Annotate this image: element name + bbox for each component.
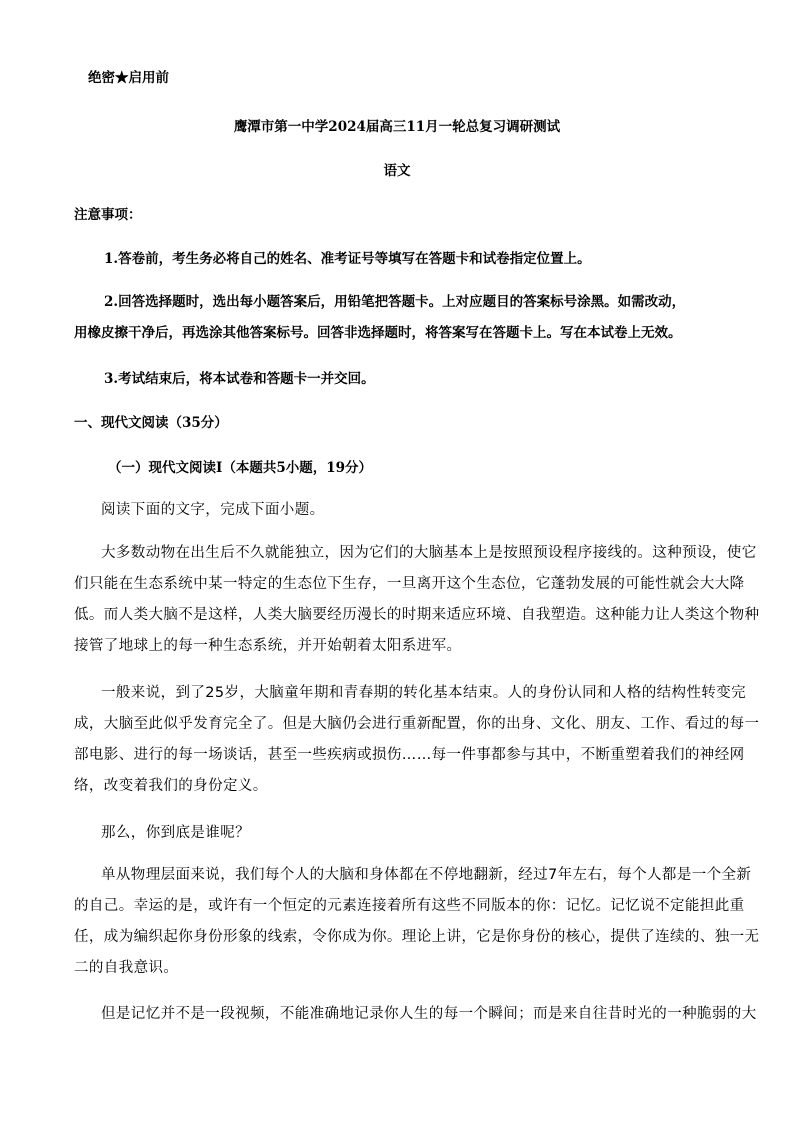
paragraph-line: 单从物理层面来说，我们每个人的大脑和身体都在不停地翻新，经过7年左右，每个人都是一个全新 <box>101 867 752 883</box>
paragraph-line: 二的自我意识。 <box>74 960 179 976</box>
notice-item-2-line-1: 2.回答选择题时，选出每小题答案后，用铅笔把答题卡。上对应题目的答案标号涂黑。如需改动， <box>104 294 686 310</box>
passage-paragraph-1 <box>74 541 760 665</box>
subsection-heading: （一）现代文阅读I（本题共5小题，19分） <box>108 460 372 476</box>
passage-paragraph-3: 那么，你到底是谁呢？ <box>101 825 250 841</box>
notice-item-3: 3.考试结束后，将本试卷和答题卡一并交回。 <box>104 371 375 387</box>
notice-heading: 注意事项： <box>74 207 142 223</box>
passage-paragraph-4 <box>74 863 760 987</box>
section-heading: 一、现代文阅读（35分） <box>74 415 228 431</box>
paragraph-line: 接管了地球上的每一种生态系统，并开始朝着太阳系进军。 <box>74 638 462 654</box>
passage-paragraph-5 <box>74 1002 757 1033</box>
paragraph-line: 大多数动物在出生后不久就能独立，因为它们的大脑基本上是按照预设程序接线的。这种预设，使它 <box>101 545 757 561</box>
exam-title: 鹰潭市第一中学2024届高三11月一轮总复习调研测试 <box>233 119 561 135</box>
passage-paragraph-2 <box>74 681 760 805</box>
reading-instruction: 阅读下面的文字，完成下面小题。 <box>101 502 325 518</box>
paragraph-line: 们只能在生态系统中某一特定的生态位下生存，一旦离开这个生态位，它蓬勃发展的可能性就会大大降 <box>74 576 745 592</box>
notice-item-2-line-2: 用橡皮擦干净后，再选涂其他答案标号。回答非选择题时，将答案写在答题卡上。写在本试卷上无效。 <box>74 325 682 341</box>
confidential-label: 绝密★启用前 <box>88 70 169 86</box>
paragraph-line: 任，成为编织起你身份形象的线索，令你成为你。理论上讲，它是你身份的核心，提供了连续的、独一无 <box>74 929 760 945</box>
paragraph-line: 的自己。幸运的是，或许有一个恒定的元素连接着所有这些不同版本的你：记忆。记忆说不定能担此重 <box>74 898 745 914</box>
paragraph-line: 部电影、进行的每一场谈话，甚至一些疾病或损伤……每一件事都参与其中，不断重塑着我们的神经网 <box>74 747 745 763</box>
paragraph-line: 但是记忆并不是一段视频，不能准确地记录你人生的每一个瞬间；而是来自往昔时光的一种脆弱的大 <box>101 1006 757 1022</box>
subject-title: 语文 <box>383 163 411 179</box>
paragraph-line: 成，大脑至此似乎发育完全了。但是大脑仍会进行重新配置，你的出身、文化、朋友、工作、看过的每一 <box>74 716 760 732</box>
paragraph-line: 低。而人类大脑不是这样，人类大脑要经历漫长的时期来适应环境、自我塑造。这种能力让人类这个物种 <box>74 607 760 623</box>
notice-item-1: 1.答卷前，考生务必将自己的姓名、准考证号等填写在答题卡和试卷指定位置上。 <box>104 251 591 267</box>
paragraph-line: 络，改变着我们的身份定义。 <box>74 778 268 794</box>
paragraph-line: 一般来说，到了25岁，大脑童年期和青春期的转化基本结束。人的身份认同和人格的结构性转变完 <box>101 685 747 701</box>
